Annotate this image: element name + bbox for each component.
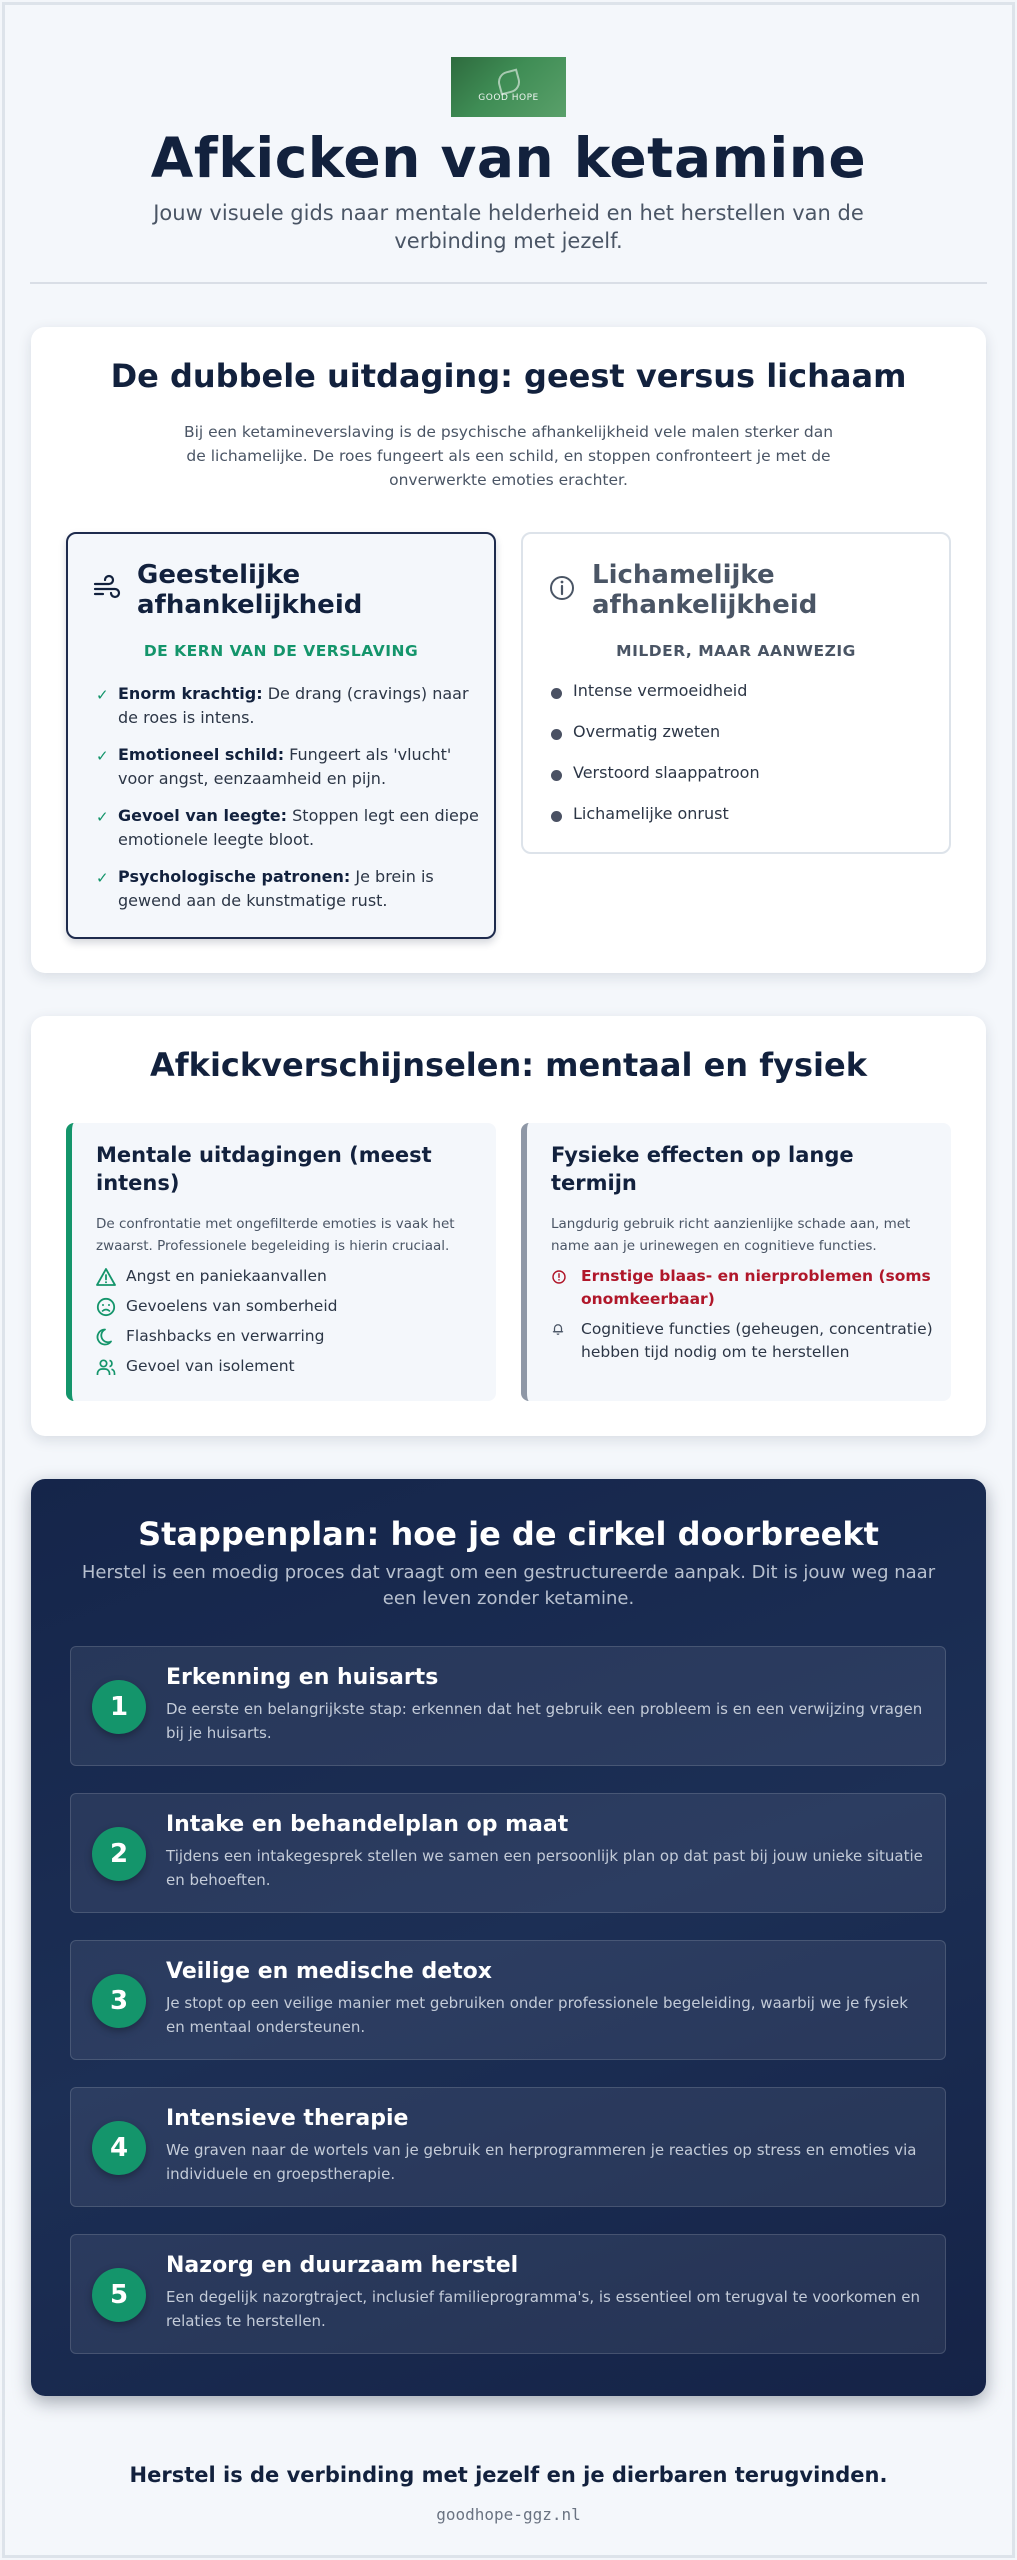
step-3: [70, 1940, 946, 2060]
physical-dependency-list: [551, 679, 936, 843]
steps-card: [31, 1479, 986, 2396]
mental-symptoms-desc: De confrontatie met ongefilterde emoties is vaak het zwaarst. Professionele begeleiding is hierin cruciaal.: [96, 1216, 455, 1254]
step-description: Tijdens een intakegesprek stellen we samen een persoonlijk plan op dat past bij jouw unieke situatie en behoeften.: [166, 1847, 923, 1889]
step-description: De eerste en belangrijkste stap: erkennen dat het gebruik een probleem is en een verwijzing vragen bij je huisarts.: [166, 1700, 923, 1742]
mental-dependency-box: [66, 532, 496, 939]
step-2: [70, 1793, 946, 1913]
physical-symptoms-list: [551, 1265, 941, 1371]
logo-text: GOOD HOPE: [478, 93, 539, 103]
symptoms-card: [31, 1016, 986, 1436]
step-number-badge: 2: [92, 1827, 146, 1881]
step-title: Veilige en medische detox: [166, 1959, 492, 1984]
bullet-dot-icon: [551, 770, 562, 781]
bell-icon: [551, 1322, 565, 1336]
physical-dependency-box: [521, 532, 951, 854]
sad-face-icon: [96, 1297, 116, 1317]
step-number-badge: 3: [92, 1974, 146, 2028]
step-title: Intensieve therapie: [166, 2106, 409, 2131]
footer-url-link[interactable]: goodhope-ggz.nl: [436, 2505, 581, 2524]
bullet-dot-icon: [551, 688, 562, 699]
list-item: ✓ Gevoel van leegte: Stoppen legt een diepe emotionele leegte bloot.: [96, 806, 479, 849]
physical-symptoms-title: Fysieke effecten op lange termijn: [551, 1143, 854, 1195]
page-title: Afkicken van ketamine: [150, 126, 867, 190]
step-5: [70, 2234, 946, 2354]
bullet-dot-icon: [551, 729, 562, 740]
warning-icon: [96, 1267, 116, 1287]
mental-symptoms-list: [96, 1265, 486, 1385]
mental-symptoms-title: Mentale uitdagingen (meest intens): [96, 1143, 432, 1195]
good-hope-logo: [451, 57, 566, 117]
step-description: We graven naar de wortels van je gebruik en herprogrammeren je reacties op stress en emoties via individuele en groepstherapie.: [166, 2141, 917, 2183]
mental-dependency-title: Geestelijke afhankelijkheid: [137, 560, 363, 620]
list-item: Flashbacks en verwarring: [96, 1325, 486, 1348]
steps-title: Stappenplan: hoe je de cirkel doorbreekt: [138, 1515, 879, 1553]
challenge-title: De dubbele uitdaging: geest versus lichaam: [110, 357, 907, 395]
list-item: Gevoel van isolement: [96, 1355, 486, 1378]
list-item: ✓ Psychologische patronen: Je brein is gewend aan de kunstmatige rust.: [96, 867, 434, 910]
list-item: Verstoord slaappatroon: [551, 761, 936, 802]
wind-icon: [93, 574, 121, 602]
step-1: [70, 1646, 946, 1766]
physical-dependency-tag: MILDER, MAAR AANWEZIG: [616, 642, 856, 660]
list-item: Overmatig zweten: [551, 720, 936, 761]
alert-icon: [551, 1269, 567, 1285]
check-icon: ✓: [96, 686, 109, 704]
leaf-logo-mark: [496, 69, 523, 96]
list-item: Lichamelijke onrust: [551, 802, 936, 843]
check-icon: ✓: [96, 869, 109, 887]
challenge-card: [31, 327, 986, 973]
list-item: ✓ Emotioneel schild: Fungeert als 'vlucht' voor angst, eenzaamheid en pijn.: [96, 745, 452, 788]
check-icon: ✓: [96, 808, 109, 826]
step-description: Een degelijk nazorgtraject, inclusief familieprogramma's, is essentieel om terugval te voorkomen en relaties te herstellen.: [166, 2288, 920, 2330]
footer-tagline: Herstel is de verbinding met jezelf en je dierbaren terugvinden.: [129, 2463, 888, 2487]
check-icon: ✓: [96, 747, 109, 765]
step-number-badge: 1: [92, 1680, 146, 1734]
physical-symptoms-box: [521, 1123, 951, 1401]
step-title: Nazorg en duurzaam herstel: [166, 2253, 519, 2278]
list-item: Cognitieve functies (geheugen, concentratie) hebben tijd nodig om te herstellen: [551, 1318, 941, 1364]
challenge-intro: Bij een ketamineverslaving is de psychische afhankelijkheid vele malen sterker dan de lichamelijke. De roes fungeert als een schild, en stoppen confronteert je met de onverwerkte emoties erachter.: [183, 423, 834, 489]
info-icon: [548, 574, 576, 602]
step-description: Je stopt op een veilige manier met gebruiken onder professionele begeleiding, waarbij we je fysiek en mentaal ondersteunen.: [166, 1994, 908, 2036]
step-title: Intake en behandelplan op maat: [166, 1812, 569, 1837]
mental-dependency-tag: DE KERN VAN DE VERSLAVING: [143, 642, 419, 660]
list-item: ✓ Enorm krachtig: De drang (cravings) naar de roes is intens.: [96, 684, 469, 727]
moon-icon: [96, 1327, 116, 1347]
step-4: [70, 2087, 946, 2207]
step-title: Erkenning en huisarts: [166, 1665, 439, 1690]
steps-intro: Herstel is een moedig proces dat vraagt om een gestructureerde aanpak. Dit is jouw weg naar een leven zonder ketamine.: [81, 1562, 936, 1609]
list-item: Intense vermoeidheid: [551, 679, 936, 720]
list-item: Ernstige blaas- en nierproblemen (soms onomkeerbaar): [551, 1265, 941, 1311]
page-subtitle: Jouw visuele gids naar mentale helderheid en het herstellen van de verbinding met jezelf.: [153, 201, 864, 253]
bullet-dot-icon: [551, 811, 562, 822]
mental-dependency-list: [96, 682, 481, 926]
step-number-badge: 4: [92, 2121, 146, 2175]
physical-symptoms-desc: Langdurig gebruik richt aanzienlijke schade aan, met name aan je urinewegen en cognitieve functies.: [551, 1216, 911, 1254]
symptoms-title: Afkickverschijnselen: mentaal en fysiek: [149, 1046, 867, 1084]
header-divider: [30, 282, 987, 284]
step-number-badge: 5: [92, 2268, 146, 2322]
list-item: Gevoelens van somberheid: [96, 1295, 486, 1318]
physical-dependency-title: Lichamelijke afhankelijkheid: [592, 560, 818, 620]
list-item: Angst en paniekaanvallen: [96, 1265, 486, 1288]
users-icon: [96, 1357, 116, 1377]
mental-symptoms-box: [66, 1123, 496, 1401]
